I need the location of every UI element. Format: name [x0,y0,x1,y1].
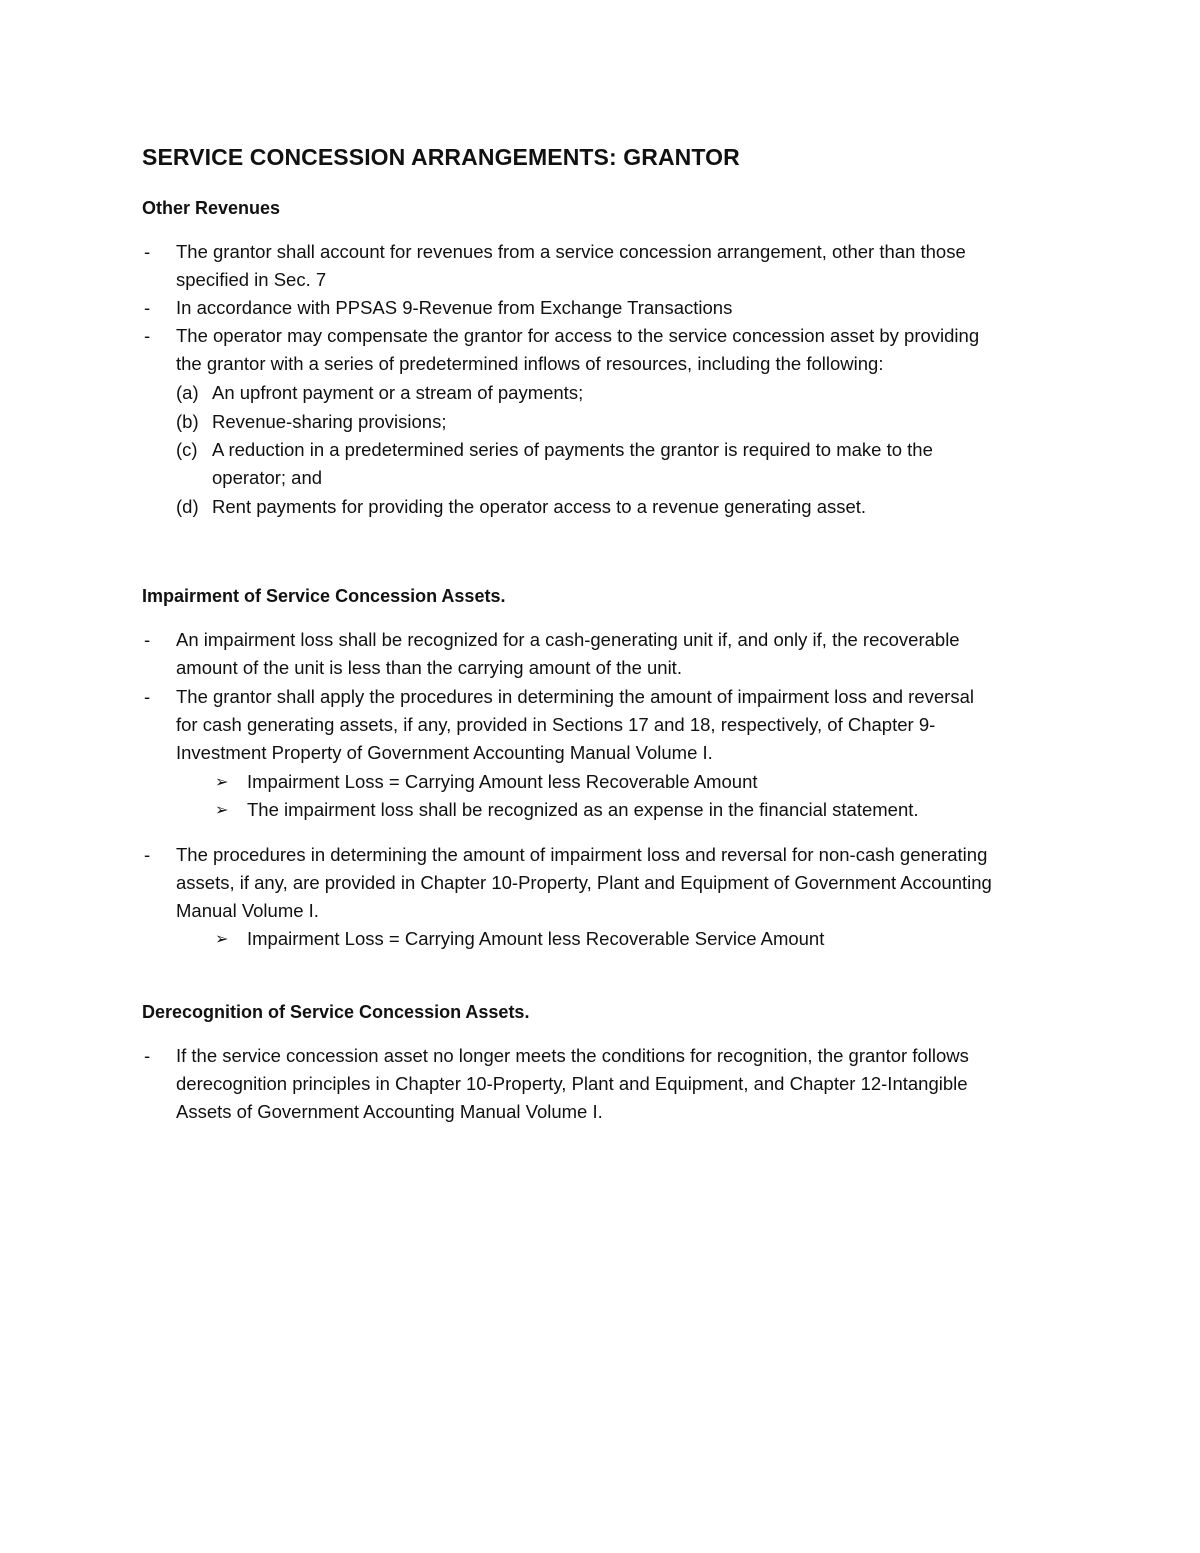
bullet-line: the grantor with a series of predetermined inflows of resources, including the following: [176,353,884,374]
bullet-line: In accordance with PPSAS 9-Revenue from Exchange Transactions [176,297,733,318]
bullet-line: The operator may compensate the grantor for access to the service concession asset by providing [176,325,980,346]
bullet-dash: - [144,325,151,346]
bullet-dash: - [144,241,151,262]
bullet-line: The procedures in determining the amount of impairment loss and reversal for non-cash generating [176,844,988,865]
document-title: SERVICE CONCESSION ARRANGEMENTS: GRANTOR [142,144,740,170]
enum-line: Revenue-sharing provisions; [212,411,447,432]
arrow-line: Impairment Loss = Carrying Amount less Recoverable Service Amount [247,928,825,949]
bullet-line: assets, if any, are provided in Chapter 10-Property, Plant and Equipment of Government Accounting [176,872,992,893]
enum-line: operator; and [212,467,323,488]
enum-line: A reduction in a predetermined series of payments the grantor is required to make to the [212,439,933,460]
bullet-dash: - [144,686,151,707]
section-heading-other-revenues: Other Revenues [142,198,281,218]
enum-marker: (a) [176,382,199,403]
arrow-line: The impairment loss shall be recognized as an expense in the financial statement. [247,799,919,820]
section-heading-derecognition: Derecognition of Service Concession Assets. [142,1002,530,1022]
bullet-dash: - [144,297,151,318]
arrow-bullet-icon: ➢ [215,802,229,819]
bullet-dash: - [144,629,151,650]
enum-marker: (d) [176,496,199,517]
section-heading-impairment: Impairment of Service Concession Assets. [142,586,506,606]
enum-marker: (b) [176,411,199,432]
bullet-line: for cash generating assets, if any, provided in Sections 17 and 18, respectively, of Chapter 9- [176,714,936,735]
bullet-line: An impairment loss shall be recognized for a cash-generating unit if, and only if, the recoverable [176,629,960,650]
bullet-line: specified in Sec. 7 [176,269,327,290]
arrow-bullet-icon: ➢ [215,774,229,791]
bullet-line: derecognition principles in Chapter 10-Property, Plant and Equipment, and Chapter 12-Intangible [176,1073,968,1094]
bullet-dash: - [144,1045,151,1066]
bullet-line: If the service concession asset no longer meets the conditions for recognition, the grantor follows [176,1045,969,1066]
arrow-line: Impairment Loss = Carrying Amount less Recoverable Amount [247,771,758,792]
enum-marker: (c) [176,439,198,460]
bullet-line: The grantor shall apply the procedures in determining the amount of impairment loss and reversal [176,686,974,707]
bullet-line: amount of the unit is less than the carrying amount of the unit. [176,657,682,678]
arrow-bullet-icon: ➢ [215,931,229,948]
bullet-line: Assets of Government Accounting Manual Volume I. [176,1101,603,1122]
enum-line: An upfront payment or a stream of payments; [212,382,584,403]
bullet-dash: - [144,844,151,865]
bullet-line: Manual Volume I. [176,900,319,921]
bullet-line: The grantor shall account for revenues from a service concession arrangement, other than those [176,241,966,262]
bullet-line: Investment Property of Government Accounting Manual Volume I. [176,742,713,763]
enum-line: Rent payments for providing the operator access to a revenue generating asset. [212,496,867,517]
